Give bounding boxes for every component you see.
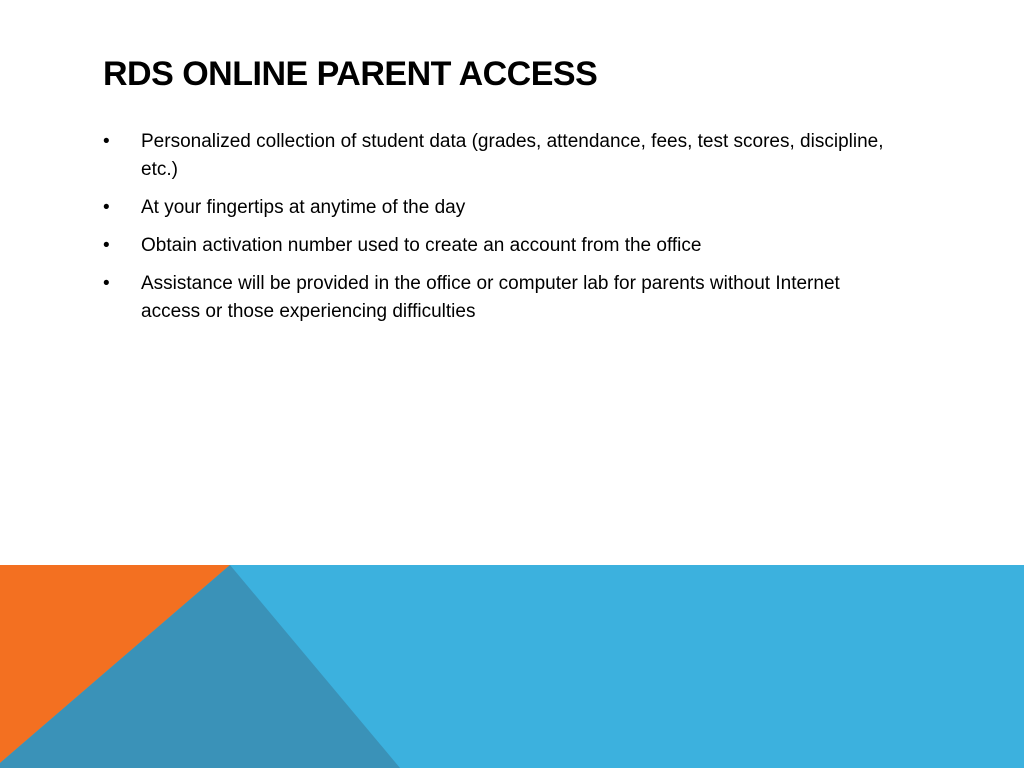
bullet-item [103, 194, 903, 222]
slide-title: RDS ONLINE PARENT ACCESS [103, 55, 598, 93]
bullet-marker: • [103, 197, 110, 218]
bullet-list [103, 128, 903, 336]
bullet-text: Obtain activation number used to create an account from the office [141, 235, 702, 256]
bullet-text: Assistance will be provided in the office or computer lab for parents without Internet access or those experiencing difficulties [141, 273, 840, 322]
bullet-item [103, 232, 903, 260]
bullet-marker: • [103, 131, 110, 152]
decorative-footer-shapes [0, 565, 1024, 768]
bullet-item [103, 128, 903, 184]
bullet-text: Personalized collection of student data (grades, attendance, fees, test scores, discipline, etc.) [141, 131, 884, 180]
bullet-marker: • [103, 273, 110, 294]
bullet-marker: • [103, 235, 110, 256]
bullet-text: At your fingertips at anytime of the day [141, 197, 466, 218]
bullet-item [103, 270, 903, 326]
